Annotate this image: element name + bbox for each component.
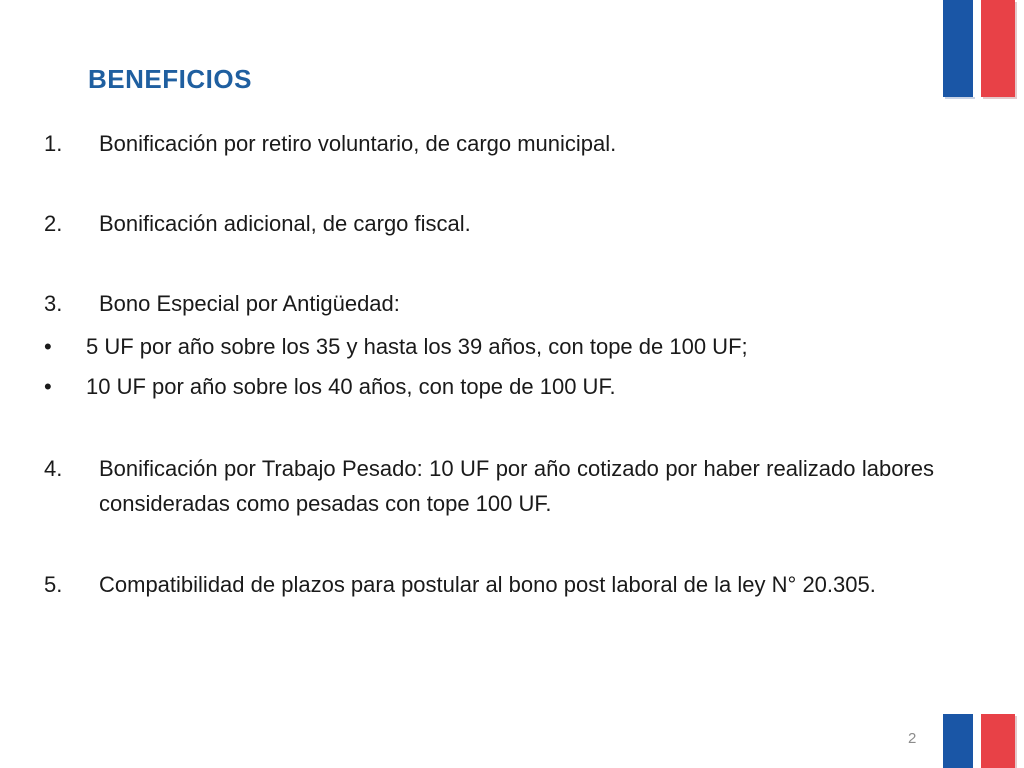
bullet-icon: • [44, 334, 52, 359]
list-item-text: Bonificación adicional, de cargo fiscal. [99, 211, 471, 236]
list-number: 2. [44, 211, 63, 236]
flag-red-stripe [981, 714, 1015, 768]
list-item-2 [44, 206, 934, 241]
list-item-1 [44, 126, 934, 161]
flag-blue-stripe [943, 714, 973, 768]
bullet-icon: • [44, 374, 52, 399]
page-number: 2 [908, 730, 917, 747]
list-item-4 [44, 451, 934, 521]
bullet-text: 5 UF por año sobre los 35 y hasta los 39 años, con tope de 100 UF; [86, 334, 748, 359]
list-item-5 [44, 567, 934, 602]
list-item-text: Compatibilidad de plazos para postular al bono post laboral de la ley N° 20.305. [99, 572, 876, 597]
flag-logo-top [943, 0, 1015, 97]
bullet-text: 10 UF por año sobre los 40 años, con tope de 100 UF. [86, 374, 616, 399]
slide-title: BENEFICIOS [88, 64, 252, 94]
list-item-text: Bono Especial por Antigüedad: [99, 291, 400, 316]
flag-logo-bottom [943, 714, 1015, 768]
flag-blue-stripe [943, 0, 973, 97]
list-number: 5. [44, 572, 63, 597]
list-item-text: Bonificación por retiro voluntario, de cargo municipal. [99, 131, 617, 156]
list-number: 4. [44, 456, 63, 481]
list-number: 1. [44, 131, 63, 156]
bullet-item-2 [44, 369, 934, 404]
list-item-text: Bonificación por Trabajo Pesado: 10 UF por año cotizado por haber realizado labores consideradas como pesadas con tope 100 UF. [99, 456, 934, 516]
list-item-3 [44, 286, 934, 321]
list-number: 3. [44, 291, 63, 316]
bullet-item-1 [44, 329, 934, 364]
flag-red-stripe [981, 0, 1015, 97]
